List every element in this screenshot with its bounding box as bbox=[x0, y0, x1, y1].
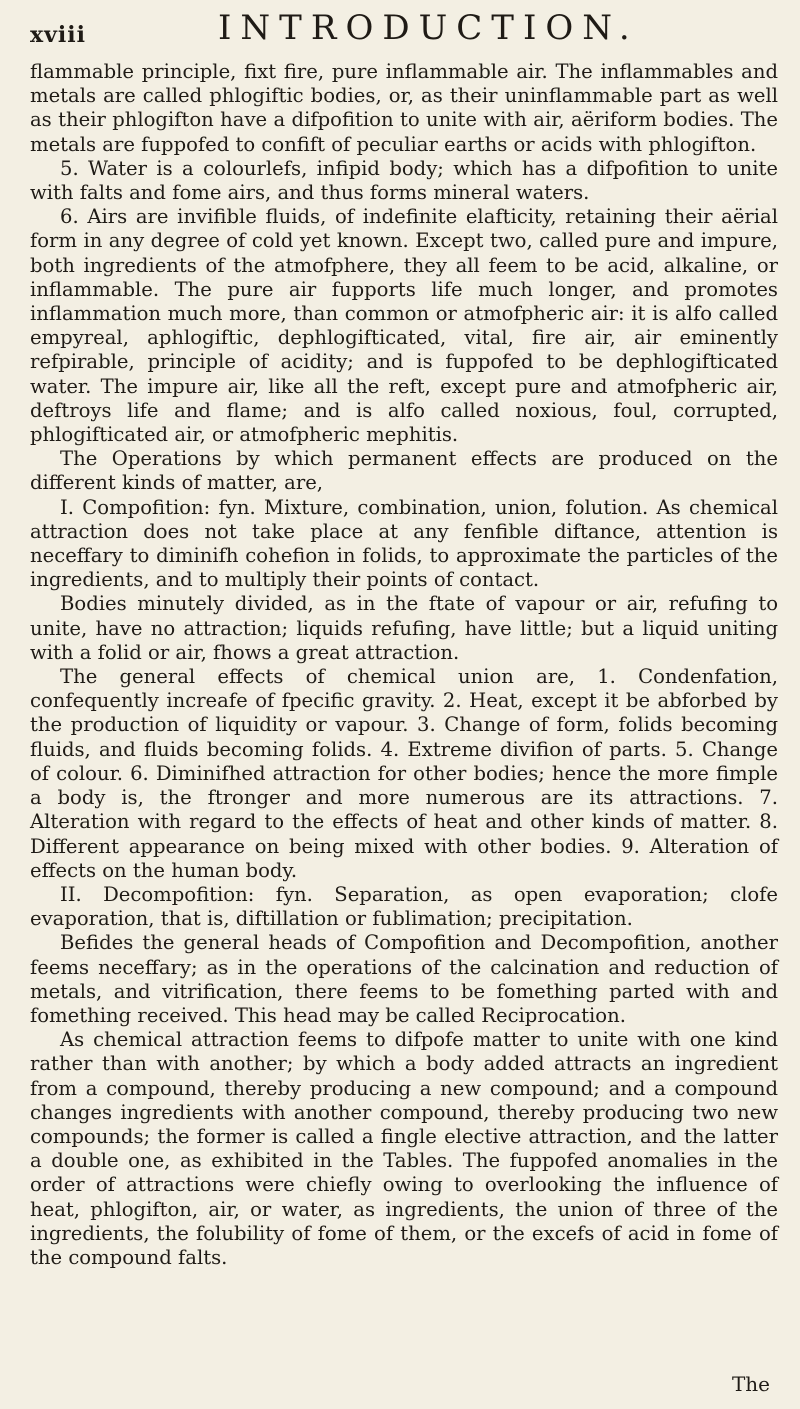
paragraph-water: 5. Water is a colourlefs, infipid body; which has a difpofition to unite with falts and fome airs, and thus forms mineral waters. bbox=[30, 156, 778, 205]
page-header bbox=[30, 8, 778, 56]
paragraph-airs: 6. Airs are invifible fluids, of indefinite elafticity, retaining their aërial form in any degree of cold yet known. Except two, called pure and impure, both ingredients of the atmofphere, they all feem to be acid, alkaline, or inflammable. The pure air fupports life much longer, and promotes inflammation much more, than common or atmofpheric air: it is alfo called empyreal, aphlogiftic, dephlogifticated, vital, fire air, air eminently refpirable, principle of acidity; and is fuppofed to be dephlogifticated water. The impure air, like all the reft, except pure and atmofpheric air, deftroys life and flame; and is alfo called noxious, foul, corrupted, phlogifticated air, or atmofpheric mephitis. bbox=[30, 205, 778, 447]
running-title: INTRODUCTION. bbox=[218, 8, 639, 48]
catchword: The bbox=[731, 1372, 770, 1396]
paragraph-reciprocation: Befides the general heads of Compofition and Decompofition, another feems neceffary; as in the operations of the calcination and reduction of metals, and vitrification, there feems to be fomething parted with and fomething received. This head may be called Reciprocation. bbox=[30, 931, 778, 1027]
body-text bbox=[30, 60, 778, 1270]
paragraph-bodies: Bodies minutely divided, as in the ftate of vapour or air, refufing to unite, have no attraction; liquids refufing, have little; but a liquid uniting with a folid or air, fhows a great attraction. bbox=[30, 592, 778, 664]
paragraph-attraction: As chemical attraction feems to difpofe matter to unite with one kind rather than with another; by which a body added attracts an ingredient from a compound, thereby producing a new compound; and a compound changes ingredients with another compound, thereby producing two new compounds; the former is called a fingle elective attraction, and the latter a double one, as exhibited in the Tables. The fuppofed anomalies in the order of attractions were chiefly owing to overlooking the influence of heat, phlogifton, air, or water, as ingredients, the union of three of the ingredients, the folubility of fome of them, or the excefs of acid in fome of the compound falts. bbox=[30, 1028, 778, 1269]
paragraph-operations: The Operations by which permanent effects are produced on the different kinds of matter, are, bbox=[30, 447, 778, 495]
page-number: xviii bbox=[30, 22, 86, 48]
paragraph-decomposition: II. Decompofition: fyn. Separation, as open evaporation; clofe evaporation, that is, diftillation or fublimation; precipitation. bbox=[30, 882, 778, 931]
paragraph: flammable principle, fixt fire, pure inflammable air. The inflammables and metals are called phlogiftic bodies, or, as their uninflammable part as well as their phlogifton have a difpofition to unite with air, aëriform bodies. The metals are fuppofed to confift of peculiar earths or acids with phlogifton. bbox=[30, 60, 778, 156]
paragraph-composition: I. Compofition: fyn. Mixture, combination, union, folution. As chemical attraction does not take place at any fenfible diftance, attention is neceffary to diminifh cohefion in folids, to approximate the particles of the ingredients, and to multiply their points of contact. bbox=[30, 495, 778, 592]
paragraph-general-effects: The general effects of chemical union are, 1. Condenfation, confequently increafe of fpecific gravity. 2. Heat, except it be abforbed by the production of liquidity or vapour. 3. Change of form, folids becoming fluids, and fluids becoming folids. 4. Extreme divifion of parts. 5. Change of colour. 6. Diminifhed attraction for other bodies; hence the more fimple a body is, the ftronger and more numerous are its attractions. 7. Alteration with regard to the effects of heat and other kinds of matter. 8. Different appearance on being mixed with other bodies. 9. Alteration of effects on the human body. bbox=[30, 665, 778, 882]
